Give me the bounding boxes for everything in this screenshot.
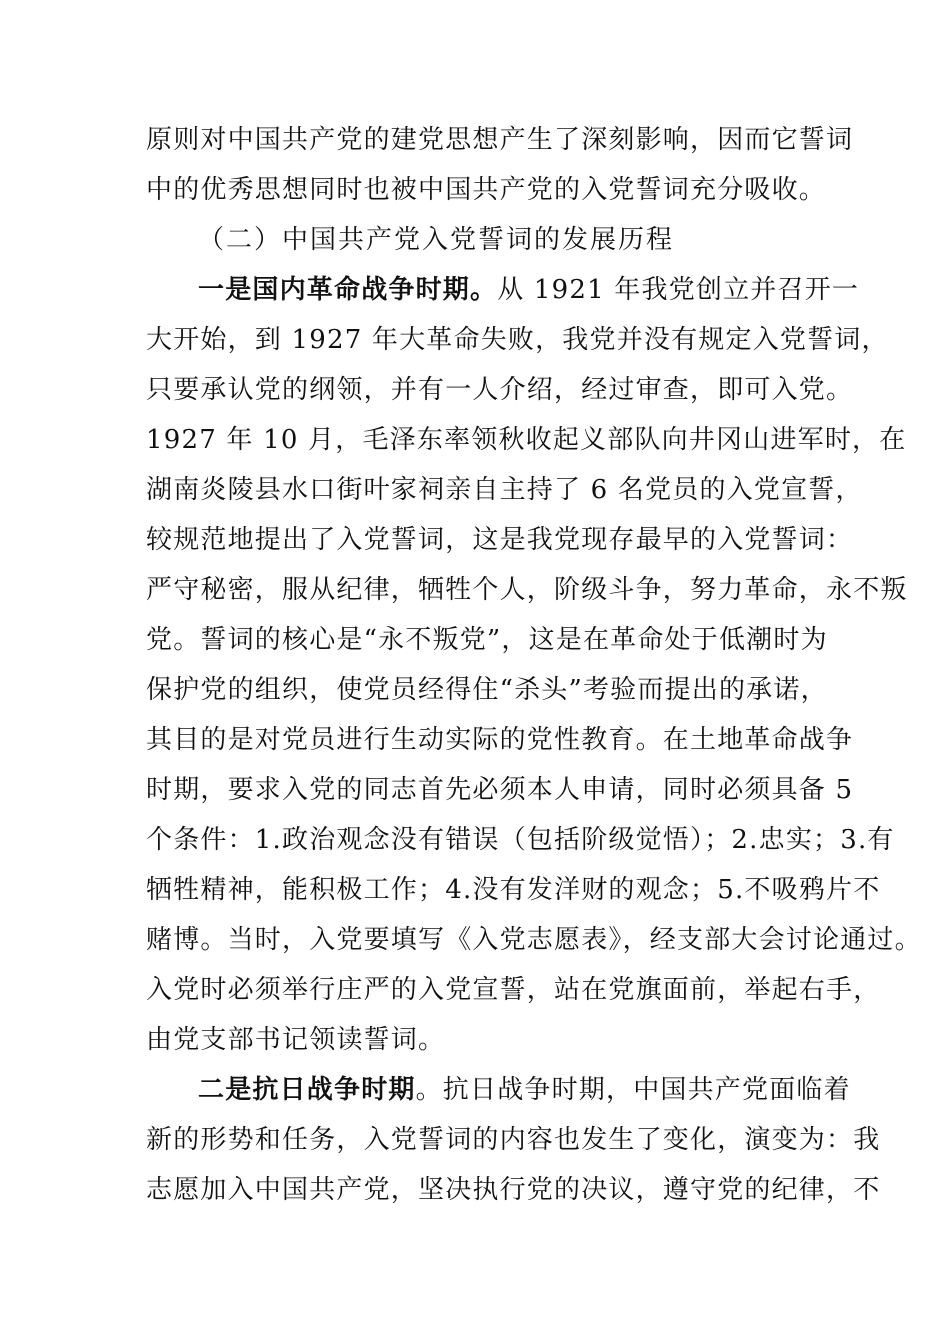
para1-line: 较规范地提出了入党誓词，这是我党现存最早的入党誓词： [146, 525, 854, 555]
intro-line-2: 中的优秀思想同时也被中国共产党的入党誓词充分吸收。 [146, 175, 827, 205]
para1-line: 时期，要求入党的同志首先必须本人申请，同时必须具备 5 [146, 775, 854, 805]
para2-first-line [198, 1073, 878, 1107]
para1-line: 湖南炎陵县水口街叶家祠亲自主持了 6 名党员的入党宣誓， [146, 475, 863, 505]
para2-first-line-text: 。抗日战争时期，中国共产党面临着 [415, 1075, 851, 1105]
para1-line: 党。誓词的核心是“永不叛党”，这是在革命处于低潮时为 [146, 625, 828, 655]
para1-line: 其目的是对党员进行生动实际的党性教育。在土地革命战争 [146, 725, 854, 755]
intro-line-1: 原则对中国共产党的建党思想产生了深刻影响，因而它誓词 [146, 125, 854, 155]
para1-line: 赌博。当时，入党要填写《入党志愿表》，经支部大会讨论通过。 [146, 925, 922, 955]
para1-line: 牺牲精神，能积极工作；4.没有发洋财的观念；5.不吸鸦片不 [146, 875, 881, 905]
para1-line: 1927 年 10 月，毛泽东率领秋收起义部队向井冈山进军时，在 [146, 425, 907, 455]
para1-lead-heading: 一是国内革命战争时期。 [198, 275, 498, 305]
para1-first-line-text: 从 1921 年我党创立并召开一 [497, 275, 860, 305]
para2-line: 新的形势和任务，入党誓词的内容也发生了变化，演变为：我 [146, 1125, 881, 1155]
para1-first-line [198, 273, 878, 307]
para1-line: 入党时必须举行庄严的入党宣誓，站在党旗面前，举起右手， [146, 975, 881, 1005]
section-heading: （二）中国共产党入党誓词的发展历程 [198, 225, 675, 255]
para1-line: 由党支部书记领读誓词。 [146, 1025, 446, 1055]
para1-line: 保护党的组织，使党员经得住“杀头”考验而提出的承诺， [146, 675, 828, 705]
para2-line: 志愿加入中国共产党，坚决执行党的决议，遵守党的纪律，不 [146, 1175, 881, 1205]
para1-line: 只要承认党的纲领，并有一人介绍，经过审查，即可入党。 [146, 375, 854, 405]
para1-line: 大开始，到 1927 年大革命失败，我党并没有规定入党誓词， [146, 325, 889, 355]
para1-line: 个条件：1.政治观念没有错误（包括阶级觉悟）；2.忠实；3.有 [146, 825, 895, 855]
para1-line: 严守秘密，服从纪律，牺牲个人，阶级斗争，努力革命，永不叛 [146, 575, 908, 605]
para2-lead-heading: 二是抗日战争时期 [198, 1075, 416, 1105]
